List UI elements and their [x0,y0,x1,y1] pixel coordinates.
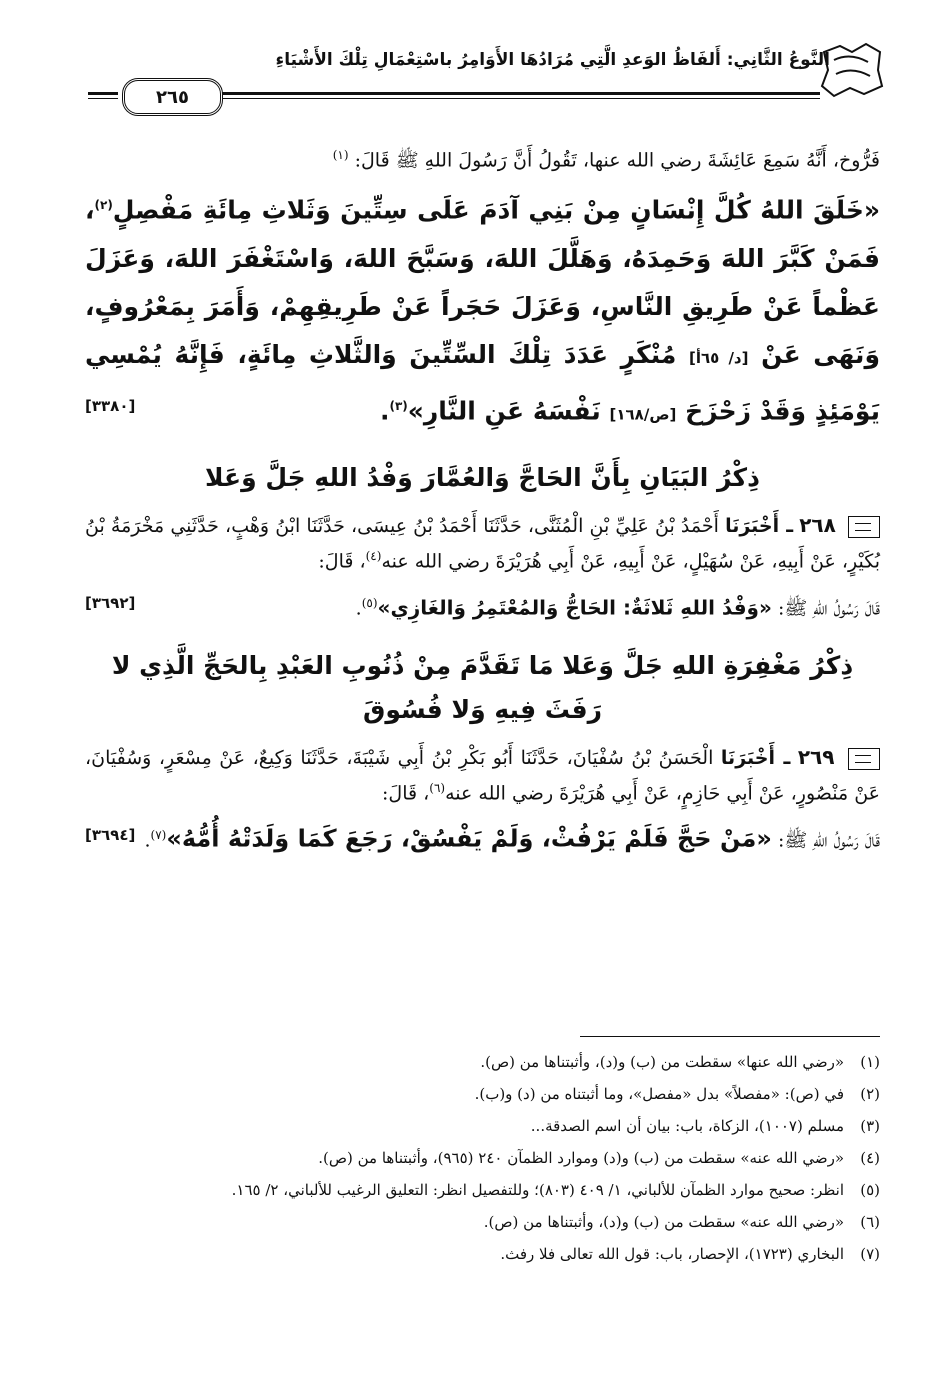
footnote-separator [580,1036,880,1037]
chain-marker-icon [848,748,880,770]
footnote-item: (٢) في (ص): «مفصلاً» بدل «مفصل»، وما أثبتناه من (د) و(ب). [474,1085,880,1103]
akhbarana-label: أَخْبَرَنَا [720,746,775,769]
hadith-ref-number: [٣٦٩٤] [85,825,136,844]
footnote-ref[interactable]: (٦) [429,780,446,795]
chapter-title: ذِكْرُ مَغْفِرَةِ اللهِ جَلَّ وَعَلا مَا تَقَدَّمَ مِنْ ذُنُوبِ العَبْدِ بِالحَجِّ الَّذِي لا رَفَثَ فِيهِ وَلا فُسُوقَ [111,650,854,724]
hadith-268-matn: قَالَ رَسُولُ اللهِ ﷺ: «وَفْدُ اللهِ ثَلاثَةٌ: الحَاجُّ وَالمُعْتَمِرُ وَالغَازِي»$^{(٥)}$. [٣٦٩٢] [85,586,880,625]
hadith-269-chain: ٢٦٩ ـ أَخْبَرَنَا الْحَسَنُ بْنُ سُفْيَانَ، حَدَّثَنَا أَبُو بَكْرِ بْنُ أَبِي شَيْبَةَ، حَدَّثَنَا وَكِيعٌ، عَنْ مِسْعَرٍ، وَسُفْيَانَ، عَنْ مَنْصُورٍ، عَنْ أَبِي حَازِمٍ، عَنْ أَبِي هُرَيْرَةَ رضي الله عنه$^{(٦)}$، قَالَ: [85,744,880,804]
hadith-number: ٢٦٨ [799,512,836,537]
hadith-3380: «خَلَقَ اللهُ كُلَّ إِنْسَانٍ مِنْ بَنِي آدَمَ عَلَى سِتِّينَ وَثَلاثِ مِائَةِ مَفْصِلٍ$^{(٢)}$، فَمَنْ كَبَّرَ اللهَ وَحَمِدَهُ، وَهَلَّلَ اللهَ، وَسَبَّحَ اللهَ، وَاسْتَغْفَرَ اللهَ، وَعَزَلَ عَظْماً عَنْ طَرِيقِ النَّاسِ، وَعَزَلَ حَجَراً عَنْ طَرِيقِهِمْ، وَأَمَرَ بِمَعْرُوفٍ، وَنَهَى عَنْ [د/ ٦٥أ] مُنْكَرٍ عَدَدَ تِلْكَ السِّتِّينَ وَالثَّلاثِ مِائَةٍ، فَإِنَّهُ يُمْسِي يَوْمَئِذٍ وَقَدْ زَحْزَحَ [ص/١٦٨] نَفْسَهُ عَنِ النَّارِ»$^{(٣)}$. [٣٣٨٠] [85,181,880,438]
footnote-ref[interactable]: (٣) [389,398,408,413]
footnote-ref[interactable]: (٧) [150,827,167,842]
footnote-ref[interactable]: (٢) [94,198,113,213]
hadith-ref-number: [٣٣٨٠] [85,396,136,415]
intro-line: فَرُّوخ، أَنَّهُ سَمِعَ عَائِشَةَ رضي الله عنها، تَقُولُ أَنَّ رَسُولَ اللهِ ﷺ قَالَ: $^{(١)}$ [332,148,880,172]
footnote-item: (١) «رضي الله عنها» سقطت من (ب) و(د)، وأثبتناها من (ص). [480,1053,880,1071]
header-rule-thin [222,98,820,99]
footnote-item: (٦) «رضي الله عنه» سقطت من (ب) و(د)، وأثبتناها من (ص). [483,1213,880,1231]
chain-marker-icon [848,516,880,538]
page-header [82,42,890,108]
chapter-title: ذِكْرُ البَيَانِ بِأَنَّ الحَاجَّ وَالعُمَّارَ وَفْدُ اللهِ جَلَّ وَعَلا [205,462,760,492]
hadith-number: ٢٦٩ [797,744,835,769]
manuscript-marker: [د/ ٦٥أ] [689,348,749,367]
header-rule-left [88,92,118,95]
footnote-item: (٤) «رضي الله عنه» سقطت من (ب) و(د) وموارد الظمآن ٢٤٠ (٩٦٥)، وأثبتناها من (ص). [318,1149,880,1167]
hadith-268-chain: ٢٦٨ ـ أَخْبَرَنَا أَحْمَدُ بْنُ عَلِيِّ بْنِ الْمُثَنَّى، حَدَّثَنَا أَحْمَدُ بْنُ عِيسَى، حَدَّثَنَا ابْنُ وَهْبٍ، حَدَّثَنِي مَخْرَمَةُ بْنُ بُكَيْرٍ، عَنْ أَبِيهِ، عَنْ سُهَيْلٍ، عَنْ أَبِيهِ، عَنْ أَبِي هُرَيْرَةَ رضي الله عنه$^{(٤)}$، قَالَ: [85,512,880,573]
footnote-item: (٣) مسلم (١٠٠٧)، الزكاة، باب: بيان أن اسم الصدقة... [530,1117,880,1135]
footnote-ref[interactable]: (٥) [361,596,378,611]
footnote-item: (٥) انظر: صحيح موارد الظمآن للألباني، ١/ ٤٠٩ (٨٠٣)؛ وللتفصيل انظر: التعليق الرغيب للألباني، ٢/ ١٦٥. [231,1181,880,1199]
hadith-269-matn: قَالَ رَسُولُ اللهِ ﷺ: «مَنْ حَجَّ فَلَمْ يَرْفُثْ، وَلَمْ يَفْسُقْ، رَجَعَ كَمَا وَلَدَتْهُ أُمُّهُ»$^{(٧)}$. [٣٦٩٤] [85,818,880,857]
main-text [85,140,880,857]
footnote-ref[interactable]: (١) [332,148,349,162]
header-rule-left-thin [88,98,118,99]
header-rule [222,92,820,95]
footnote-item: (٧) البخاري (١٧٢٣)، الإحصار، باب: قول الله تعالى فلا رفث. [500,1245,880,1263]
page-number: ٢٦٥ [122,78,223,116]
footnote-ref[interactable]: (٤) [365,548,382,563]
footnotes [85,1052,880,1276]
akhbarana-label: أَخْبَرَنَا [725,514,780,537]
hadith-ref-number: [٣٦٩٢] [85,594,136,613]
running-title: النَّوعُ الثَّانِي: أَلفَاظُ الوَعدِ الَّتِي مُرَادُهَا الأَوَامِرُ باسْتِعْمَالِ تِلْكَ الأَشْيَاءِ [275,50,830,70]
manuscript-marker: [ص/١٦٨] [609,404,677,423]
